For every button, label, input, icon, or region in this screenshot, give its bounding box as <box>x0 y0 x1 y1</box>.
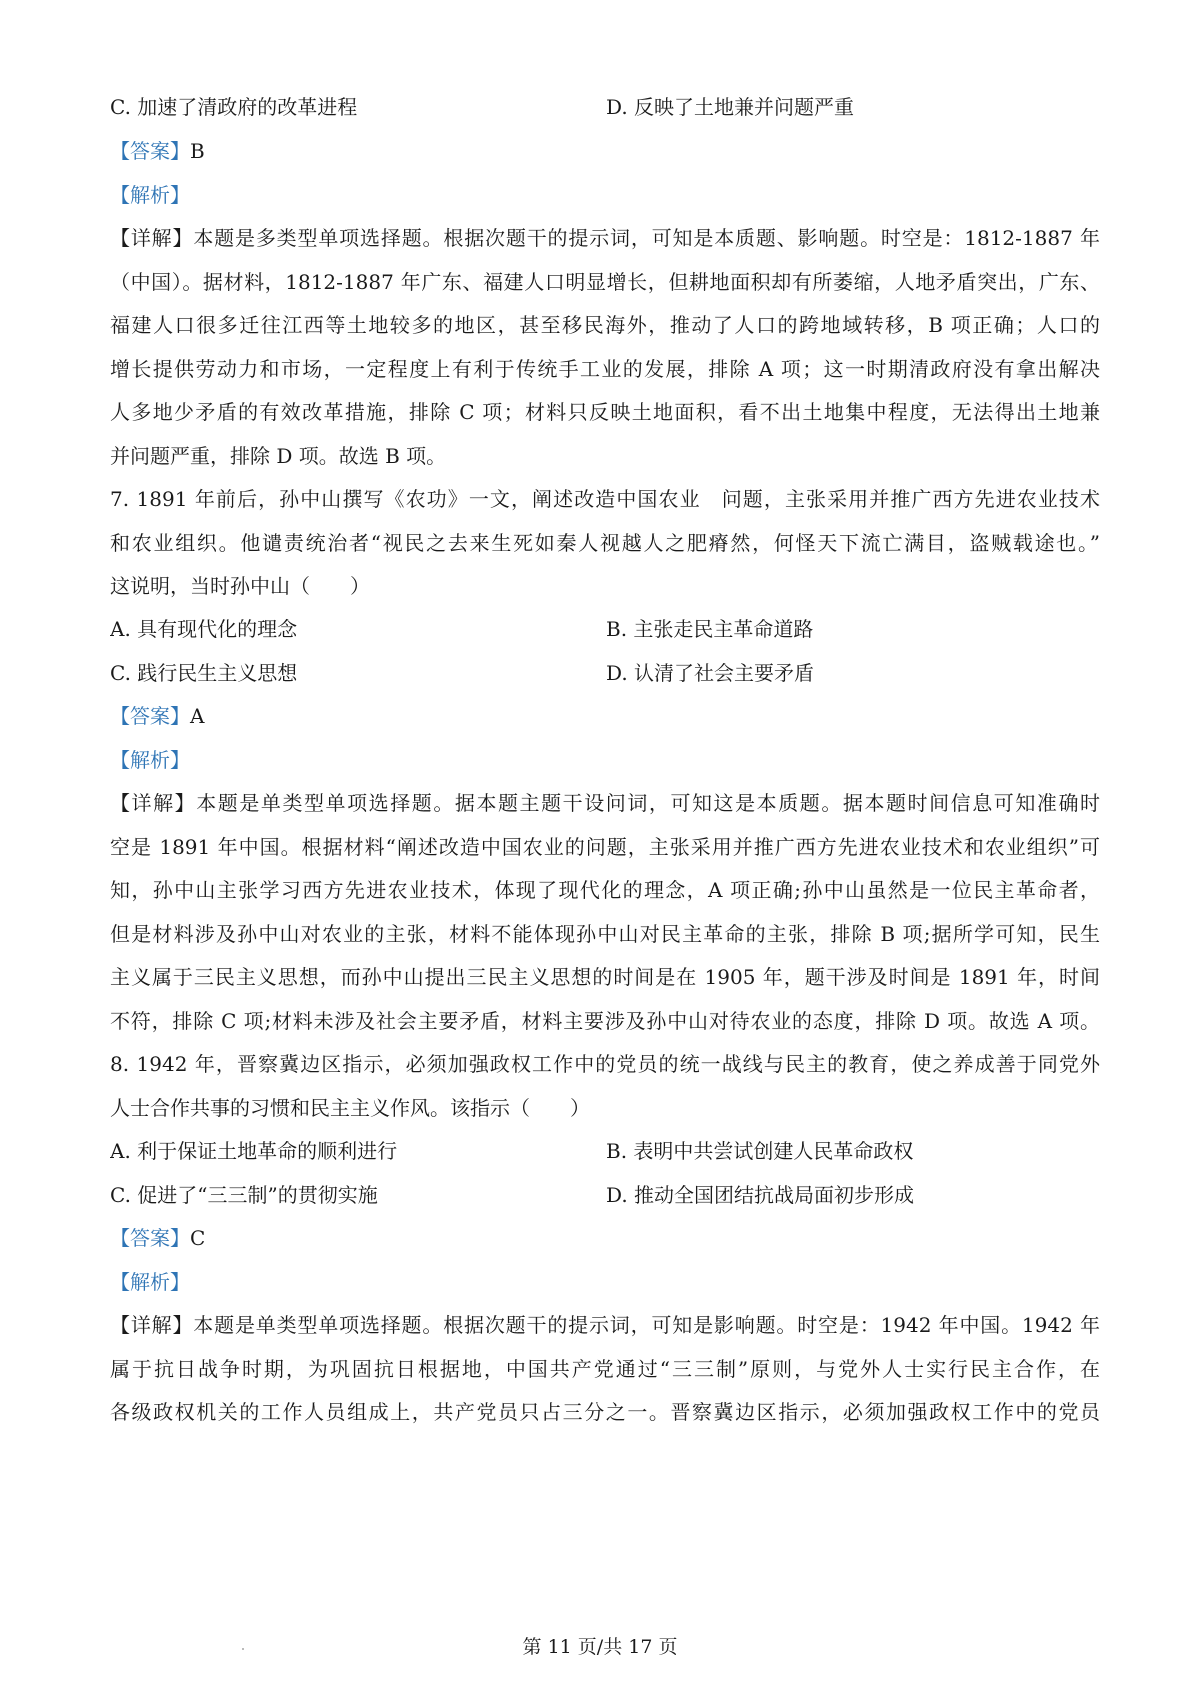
q6-detail-line: 人多地少矛盾的有效改革措施，排除 C 项；材料只反映土地面积，看不出土地集中程度，无法得出土地兼 <box>110 400 1100 424</box>
q7-option-a: A. 具有现代化的理念 <box>110 617 298 641</box>
q6-answer-label: 【答案】 <box>110 139 190 163</box>
q7-detail-line: 知，孙中山主张学习西方先进农业技术，体现了现代化的理念，A 项正确;孙中山虽然是一位民主革命者， <box>110 878 1100 902</box>
q6-detail-line: 福建人口很多迁往江西等土地较多的地区，甚至移民海外，推动了人口的跨地域转移，B 项正确；人口的 <box>110 313 1100 337</box>
q7-answer <box>110 701 1100 731</box>
q8-answer-label: 【答案】 <box>110 1226 190 1250</box>
q7-option-c: C. 践行民生主义思想 <box>110 661 298 685</box>
q7-option-d: D. 认清了社会主要矛盾 <box>606 661 815 685</box>
q8-detail-line: 属于抗日战争时期，为巩固抗日根据地，中国共产党通过“三三制”原则，与党外人士实行民主合作，在 <box>110 1357 1100 1381</box>
q7-detail-line: 空是 1891 年中国。根据材料“阐述改造中国农业的问题，主张采用并推广西方先进农业技术和农业组织”可 <box>110 835 1100 859</box>
q7-stem-line: 和农业组织。他谴责统治者“视民之去来生死如秦人视越人之肥瘠然，何怪天下流亡满目，盗贼载途也。” <box>110 531 1100 555</box>
q6-detail-line: （中国）。据材料，1812-1887 年广东、福建人口明显增长，但耕地面积却有所萎缩，人地矛盾突出，广东、 <box>110 270 1100 294</box>
q7-answer-value: A <box>190 704 205 728</box>
q8-detail-line: 各级政权机关的工作人员组成上，共产党员只占三分之一。晋察冀边区指示，必须加强政权工作中的党员 <box>110 1400 1100 1424</box>
q7-option-b: B. 主张走民主革命道路 <box>606 617 814 641</box>
q8-option-b: B. 表明中共尝试创建人民革命政权 <box>606 1139 914 1163</box>
q7-detail-line: 【详解】本题是单类型单项选择题。据本题主题干设问词，可知这是本质题。据本题时间信息可知准确时 <box>110 791 1100 815</box>
q6-answer <box>110 136 1100 166</box>
q8-detail-line: 【详解】本题是单类型单项选择题。根据次题干的提示词，可知是影响题。时空是：1942 年中国。1942 年 <box>110 1313 1100 1337</box>
q6-analysis-label: 【解析】 <box>110 183 190 207</box>
q7-detail-line: 但是材料涉及孙中山对农业的主张，材料不能体现孙中山对民主革命的主张，排除 B 项;据所学可知，民生 <box>110 922 1100 946</box>
q8-stem-line: 人士合作共事的习惯和民主主义作风。该指示（ ） <box>110 1096 590 1120</box>
q8-stem-line: 8. 1942 年，晋察冀边区指示，必须加强政权工作中的党员的统一战线与民主的教育，使之养成善于同党外 <box>110 1052 1100 1076</box>
page-number: 第 11 页/共 17 页 <box>522 1636 678 1658</box>
q6-detail-line: 【详解】本题是多类型单项选择题。根据次题干的提示词，可知是本质题、影响题。时空是：1812-1887 年 <box>110 226 1100 250</box>
q7-stem-line: 这说明，当时孙中山（ ） <box>110 574 370 598</box>
q6-option-c: C. 加速了清政府的改革进程 <box>110 95 358 119</box>
q8-answer-value: C <box>190 1226 206 1250</box>
q6-option-d: D. 反映了土地兼并问题严重 <box>606 95 855 119</box>
q8-option-d: D. 推动全国团结抗战局面初步形成 <box>606 1183 915 1207</box>
q8-option-c: C. 促进了“三三制”的贯彻实施 <box>110 1183 378 1207</box>
q7-analysis-label: 【解析】 <box>110 748 190 772</box>
q7-detail-line: 不符，排除 C 项;材料未涉及社会主要矛盾，材料主要涉及孙中山对待农业的态度，排除 D 项。故选 A 项。 <box>110 1009 1100 1033</box>
q8-analysis-label: 【解析】 <box>110 1270 190 1294</box>
q6-answer-value: B <box>190 139 205 163</box>
q6-detail-line: 增长提供劳动力和市场，一定程度上有利于传统手工业的发展，排除 A 项；这一时期清政府没有拿出解决 <box>110 357 1100 381</box>
q7-detail-line: 主义属于三民主义思想，而孙中山提出三民主义思想的时间是在 1905 年，题干涉及时间是 1891 年，时间 <box>110 965 1100 989</box>
q8-answer <box>110 1223 1100 1253</box>
q6-detail-line: 并问题严重，排除 D 项。故选 B 项。 <box>110 444 447 468</box>
q8-option-a: A. 利于保证土地革命的顺利进行 <box>110 1139 398 1163</box>
q7-stem-line: 7. 1891 年前后，孙中山撰写《农功》一文，阐述改造中国农业 问题，主张采用并推广西方先进农业技术 <box>110 487 1100 511</box>
q7-answer-label: 【答案】 <box>110 704 190 728</box>
